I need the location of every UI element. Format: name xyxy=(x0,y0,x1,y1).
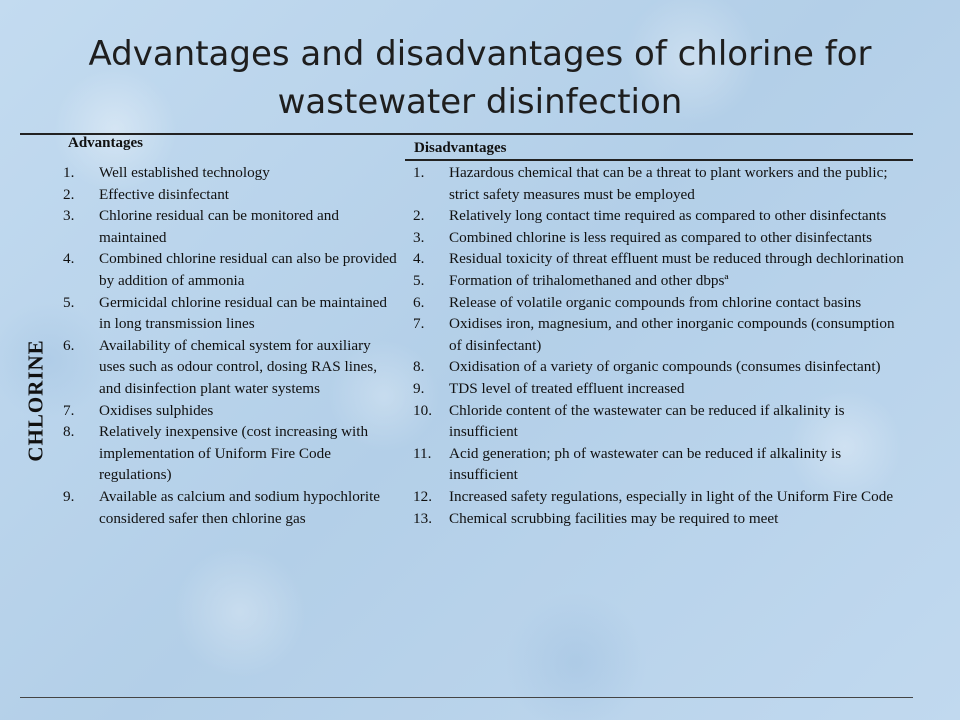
item-text: Effective disinfectant xyxy=(99,185,230,203)
advantage-item xyxy=(60,335,398,400)
item-text: Chlorine residual can be monitored and maintained xyxy=(99,207,339,246)
item-number: 1. xyxy=(63,164,75,181)
disadvantage-item xyxy=(410,227,910,249)
advantages-list xyxy=(60,162,398,529)
advantage-item xyxy=(60,184,398,206)
item-number: 10. xyxy=(413,401,432,419)
item-text: Well established technology xyxy=(99,164,270,181)
item-text: Increased safety regulations, especially in light of the Uniform Fire Code xyxy=(449,487,894,505)
item-text: Combined chlorine is less required as compared to other disinfectants xyxy=(449,228,873,246)
item-text: Availability of chemical system for auxiliary uses such as odour control, dosing RAS lines, and disinfection plant water systems xyxy=(99,336,378,397)
disadvantage-item xyxy=(410,486,910,508)
disadvantage-item xyxy=(410,248,910,270)
item-number: 2. xyxy=(63,185,75,203)
page-title: Advantages and disadvantages of chlorine for wastewater disinfection xyxy=(88,34,872,122)
disadvantage-item xyxy=(410,378,910,400)
item-number: 3. xyxy=(413,228,425,246)
disadvantage-item xyxy=(410,356,910,378)
item-number: 3. xyxy=(63,207,75,225)
item-number: 9. xyxy=(63,487,75,505)
item-text: Chemical scrubbing facilities may be required to meet xyxy=(449,509,779,527)
item-text: TDS level of treated effluent increased xyxy=(449,379,685,397)
disadvantage-item xyxy=(410,270,910,292)
item-text: Oxidises sulphides xyxy=(99,401,214,419)
advantage-item xyxy=(60,162,398,184)
item-number: 12. xyxy=(413,487,432,505)
item-text: Residual toxicity of threat effluent must be reduced through dechlorination xyxy=(449,250,904,268)
disadvantage-item xyxy=(410,292,910,314)
header-divider-rule xyxy=(405,159,913,161)
advantage-item xyxy=(60,486,398,529)
item-number: 5. xyxy=(413,271,425,289)
item-text: Release of volatile organic compounds from chlorine contact basins xyxy=(449,293,862,311)
item-text: Combined chlorine residual can also be provided by addition of ammonia xyxy=(99,250,397,289)
disadvantage-item xyxy=(410,162,910,205)
advantages-heading: Advantages xyxy=(68,135,144,151)
disadvantage-item xyxy=(410,205,910,227)
item-number: 1. xyxy=(413,164,425,181)
item-number: 7. xyxy=(413,315,425,333)
disadvantage-item xyxy=(410,508,910,530)
item-text: Relatively long contact time required as compared to other disinfectants xyxy=(449,207,887,225)
disadvantages-list xyxy=(410,162,910,529)
item-text: Available as calcium and sodium hypochlorite considered safer then chlorine gas xyxy=(99,487,381,527)
table-top-rule xyxy=(20,133,913,135)
item-text: Acid generation; ph of wastewater can be reduced if alkalinity is insufficient xyxy=(449,444,842,484)
item-text: Germicidal chlorine residual can be maintained in long transmission lines xyxy=(99,293,388,333)
advantage-item xyxy=(60,421,398,486)
item-number: 11. xyxy=(413,444,432,462)
item-number: 8. xyxy=(63,423,75,441)
row-label: CHLORINE xyxy=(23,338,48,462)
row-label-container xyxy=(18,300,54,500)
item-text: Hazardous chemical that can be a threat to plant workers and the public; strict safety measures must be employed xyxy=(449,164,888,203)
item-text: Relatively inexpensive (cost increasing with implementation of Uniform Fire Code regulations) xyxy=(99,423,369,484)
item-number: 4. xyxy=(63,250,75,268)
item-number: 7. xyxy=(63,401,75,419)
advantage-item xyxy=(60,205,398,248)
table-bottom-rule xyxy=(20,697,913,698)
advantage-item xyxy=(60,292,398,335)
disadvantage-item xyxy=(410,443,910,486)
item-number: 9. xyxy=(413,379,425,397)
item-text: Oxidisation of a variety of organic compounds (consumes disinfectant) xyxy=(449,358,881,376)
disadvantage-item xyxy=(410,400,910,443)
item-number: 8. xyxy=(413,358,425,376)
advantage-item xyxy=(60,400,398,422)
disadvantages-heading: Disadvantages xyxy=(414,140,507,156)
item-number: 6. xyxy=(413,293,425,311)
item-text: Formation of trihalomethaned and other dbpsª xyxy=(449,271,729,289)
item-text: Oxidises iron, magnesium, and other inorganic compounds (consumption of disinfectant) xyxy=(449,315,895,354)
item-number: 6. xyxy=(63,336,75,354)
item-number: 5. xyxy=(63,293,75,311)
item-number: 13. xyxy=(413,509,432,527)
item-number: 4. xyxy=(413,250,425,268)
item-text: Chloride content of the wastewater can be reduced if alkalinity is insufficient xyxy=(449,401,845,441)
item-number: 2. xyxy=(413,207,425,225)
disadvantage-item xyxy=(410,313,910,356)
advantage-item xyxy=(60,248,398,291)
